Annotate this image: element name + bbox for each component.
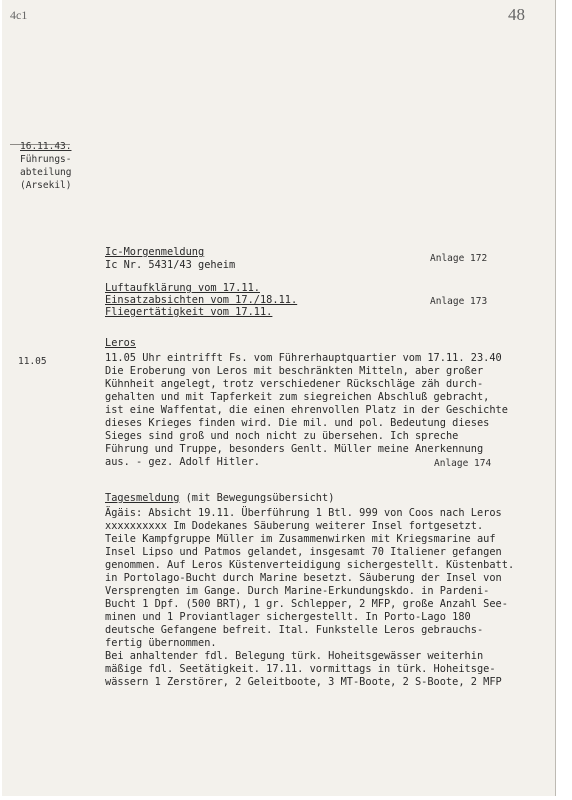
body-line: wässern 1 Zerstörer, 2 Geleitboote, 3 MT-Boote, 2 S-Boote, 2 MFP <box>105 676 502 688</box>
body-line: minen und 1 Proviantlager sichergestellt. In Porto-Lago 180 <box>105 611 471 623</box>
body-line: genommen. Auf Leros Küstenverteidigung sichergestellt. Küstenbatt. <box>105 559 515 571</box>
body-line: aus. - gez. Adolf Hitler. <box>105 456 260 468</box>
section-line: Einsatzabsichten vom 17./18.11. <box>105 294 298 306</box>
body-line: Teile Kampfgruppe Müller im Zusammenwirken mit Kriegsmarine auf <box>105 533 496 545</box>
body-line: ist eine Waffentat, die einen ehrenvollen Platz in der Geschichte <box>105 404 508 416</box>
body-line: Die Eroberung von Leros mit beschränkten Mitteln, aber großer <box>105 365 484 377</box>
stamp-line: abteilung <box>20 167 72 178</box>
body-line: Bucht 1 Dpf. (500 BRT), 1 gr. Schlepper, 2 MFP, große Anzahl See- <box>105 598 508 610</box>
document-page <box>2 0 556 796</box>
body-line: Führung und Truppe, besonders Genlt. Müller meine Anerkennung <box>105 443 484 455</box>
body-line: in Portolago-Bucht durch Marine besetzt. Säuberung der Insel von <box>105 572 502 584</box>
section-line: Luftaufklärung vom 17.11. <box>105 282 260 294</box>
stamp-line: (Arsekil) <box>20 180 72 191</box>
body-line: Insel Lipso und Patmos gelandet, insgesamt 70 Italiener gefangen <box>105 546 502 558</box>
section-heading: Leros <box>105 337 136 349</box>
body-line: Sieges sind groß und noch nicht zu übersehen. Ich spreche <box>105 430 459 442</box>
page-number: 48 <box>508 5 525 24</box>
body-line: Bei anhaltender fdl. Belegung türk. Hoheitsgewässer weiterhin <box>105 650 484 662</box>
anlage-ref: Anlage 173 <box>430 296 488 307</box>
body-line: xxxxxxxxxx Im Dodekanes Säuberung weiterer Insel fortgesetzt. <box>105 520 484 532</box>
stamp-date: 16.11.43. <box>20 141 72 152</box>
body-line: 11.05 Uhr eintrifft Fs. vom Führerhauptquartier vom 17.11. 23.40 <box>105 352 502 364</box>
body-line: Ägäis: Absicht 19.11. Überführung 1 Btl. 999 von Coos nach Leros <box>105 507 502 519</box>
section-heading <box>105 492 334 504</box>
anlage-ref: Anlage 172 <box>430 253 488 264</box>
time-margin: 11.05 <box>18 356 47 367</box>
body-line: dieses Krieges finden wird. Die mil. und pol. Bedeutung dieses <box>105 417 490 429</box>
tagesmeldung-subtitle: (mit Bewegungsübersicht) <box>185 492 335 504</box>
body-line: mäßige fdl. Seetätigkeit. 17.11. vormittags in türk. Hoheitsge- <box>105 663 496 675</box>
section-line: Fliegertätigkeit vom 17.11. <box>105 306 273 318</box>
archive-code: 4c1 <box>10 8 28 22</box>
body-line: fertig übernommen. <box>105 637 217 649</box>
section-title: Ic-Morgenmeldung <box>105 246 205 258</box>
section-reference: Ic Nr. 5431/43 geheim <box>105 259 236 271</box>
body-line: Versprengten im Gange. Durch Marine-Erkundungskdo. in Pardeni- <box>105 585 490 597</box>
body-line: Kühnheit angelegt, trotz verschiedener Rückschläge zäh durch- <box>105 378 484 390</box>
body-line: gehalten und mit Tapferkeit zum siegreichen Abschluß gebracht, <box>105 391 490 403</box>
tagesmeldung-title: Tagesmeldung <box>105 492 180 504</box>
stamp-line: Führungs- <box>20 154 72 165</box>
body-line: deutsche Gefangene befreit. Ital. Funkstelle Leros gebrauchs- <box>105 624 484 636</box>
anlage-ref: Anlage 174 <box>434 458 492 469</box>
